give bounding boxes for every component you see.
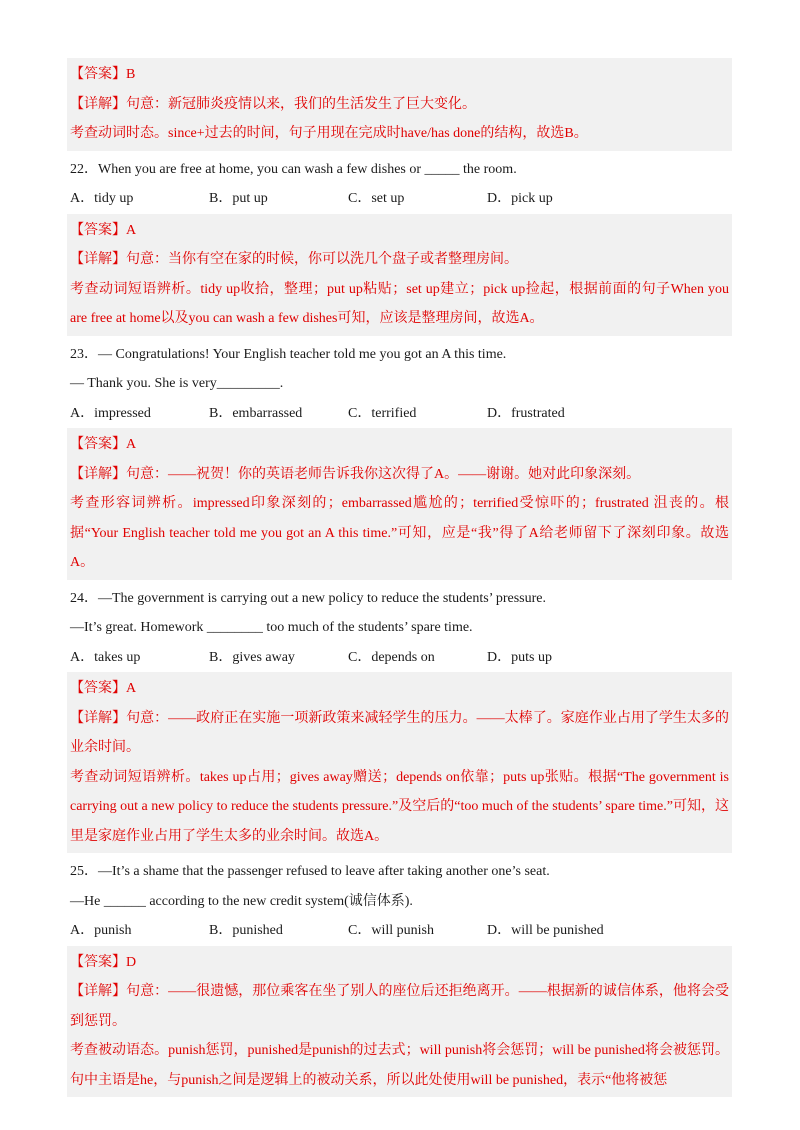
answer-box bbox=[67, 428, 732, 580]
question-23-response: — Thank you. She is very_________. bbox=[70, 376, 284, 391]
question-24-stem: 24．—The government is carrying out a new policy to reduce the students’ pressure. bbox=[70, 590, 546, 606]
answer-explanation: 考查动词短语辨析。takes up占用；gives away赠送；depends on依靠；puts up张贴。根据“The government is carrying out a new policy to reduce the students pressure.”及空后的“too much of the students’ spare time.”可知，这里是家庭作业占用了学生太多的业余时间。故选A。 bbox=[70, 769, 729, 844]
question-25-response: —He ______ according to the new credit system(诚信体系). bbox=[70, 893, 413, 909]
option-c: C．terrified bbox=[348, 405, 417, 421]
answer-label: 【答案】D bbox=[70, 954, 137, 970]
answer-translation: 【详解】句意：新冠肺炎疫情以来，我们的生活发生了巨大变化。 bbox=[70, 96, 476, 112]
answer-translation: 【详解】句意：——政府正在实施一项新政策来减轻学生的压力。——太棒了。家庭作业占用了学生太多的业余时间。 bbox=[70, 710, 729, 755]
question-24-response: —It’s great. Homework ________ too much of the students’ spare time. bbox=[70, 620, 473, 635]
answer-label: 【答案】A bbox=[70, 222, 137, 238]
answer-label: 【答案】A bbox=[70, 681, 137, 696]
answer-translation: 【详解】句意：——很遗憾，那位乘客在坐了别人的座位后还拒绝离开。——根据新的诚信体系，他将会受到惩罚。 bbox=[70, 984, 729, 1029]
option-a: A．tidy up bbox=[70, 191, 134, 206]
option-d: D．frustrated bbox=[487, 405, 565, 421]
answer-translation: 【详解】句意：——祝贺！你的英语老师告诉我你这次得了A。——谢谢。她对此印象深刻。 bbox=[70, 466, 641, 482]
option-a: A．punish bbox=[70, 923, 132, 938]
option-b: B．gives away bbox=[209, 649, 295, 665]
answer-box bbox=[67, 672, 732, 853]
answer-explanation: 考查动词短语辨析。tidy up收拾，整理；put up粘贴；set up建立；pick up捡起，根据前面的句子When you are free at home以及you can wash a few dishes可知，应该是整理房间，故选A。 bbox=[70, 281, 729, 326]
option-a: A．takes up bbox=[70, 649, 141, 665]
answer-explanation: 考查动词时态。since+过去的时间，句子用现在完成时have/has done的结构，故选B。 bbox=[70, 126, 588, 141]
option-b: B．punished bbox=[209, 923, 283, 938]
option-d: D．will be punished bbox=[487, 923, 604, 938]
answer-label: 【答案】A bbox=[70, 437, 137, 452]
option-c: C．set up bbox=[348, 191, 405, 206]
page-content bbox=[67, 58, 732, 1097]
answer-box bbox=[67, 946, 732, 1098]
question-22-options bbox=[67, 184, 732, 214]
answer-explanation: 考查形容词辨析。impressed印象深刻的；embarrassed尴尬的；terrified受惊吓的；frustrated 沮丧的。根据“Your English teacher told me you got an A this time.”可知，应是“我”得了A给老师留下了深刻印象。故选A。 bbox=[70, 496, 729, 570]
answer-translation: 【详解】句意：当你有空在家的时候，你可以洗几个盘子或者整理房间。 bbox=[70, 252, 518, 267]
option-c: C．depends on bbox=[348, 649, 435, 665]
answer-label: 【答案】B bbox=[70, 67, 136, 82]
question-23-stem: 23．— Congratulations! Your English teacher told me you got an A this time. bbox=[70, 346, 507, 362]
question-22-stem: 22．When you are free at home, you can wash a few dishes or _____ the room. bbox=[70, 161, 517, 177]
question-25-options bbox=[67, 916, 732, 946]
option-b: B．put up bbox=[209, 191, 268, 206]
option-c: C．will punish bbox=[348, 923, 434, 938]
question-23-options bbox=[67, 399, 732, 429]
question-25-stem: 25．—It’s a shame that the passenger refused to leave after taking another one’s seat. bbox=[70, 864, 550, 879]
answer-explanation: 考查被动语态。punish惩罚，punished是punish的过去式；will punish将会惩罚；will be punished将会被惩罚。句中主语是he，与punish之间是逻辑上的被动关系，所以此处使用will be punished，表示“他将被惩 bbox=[70, 1043, 729, 1088]
answer-box bbox=[67, 214, 732, 336]
question-24-options bbox=[67, 643, 732, 673]
option-d: D．puts up bbox=[487, 649, 552, 665]
option-b: B．embarrassed bbox=[209, 405, 303, 421]
option-d: D．pick up bbox=[487, 191, 553, 206]
answer-box bbox=[67, 58, 732, 151]
option-a: A．impressed bbox=[70, 405, 151, 421]
